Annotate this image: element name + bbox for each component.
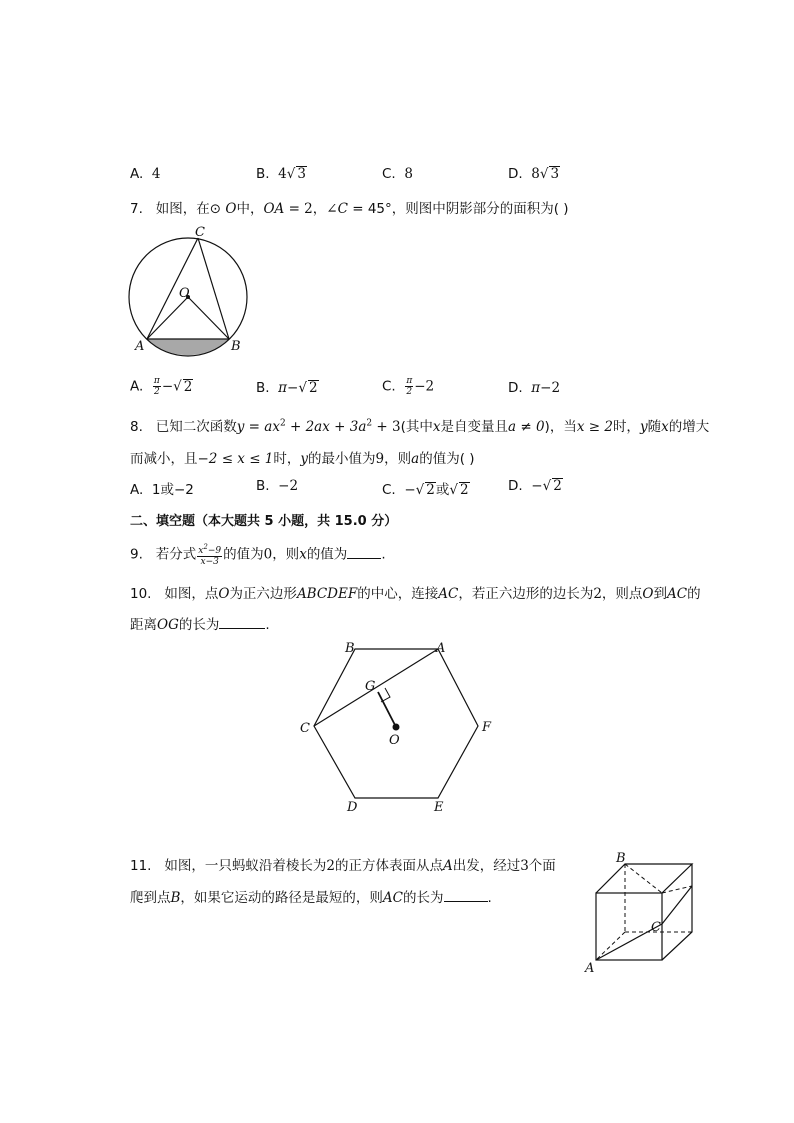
radical-sign: √ bbox=[173, 378, 182, 395]
label-o: O bbox=[389, 733, 400, 748]
radius-oa bbox=[147, 297, 188, 339]
q10-stem-line1: 10. 如图，点O为正六边形ABCDEF的中心，连接AC，若正六边形的边长为2，则点O到AC的 bbox=[130, 586, 701, 602]
label-a: A bbox=[135, 339, 145, 354]
q10-hexagon-figure bbox=[292, 634, 502, 818]
label-a: A bbox=[436, 641, 446, 656]
q8-option-d: D. −√ 2 bbox=[508, 478, 562, 494]
label-a: A bbox=[585, 961, 595, 976]
label-c: C bbox=[300, 721, 310, 736]
radical-sign: √ bbox=[539, 166, 549, 182]
q6-option-b: B. 4√ 3 bbox=[256, 166, 306, 182]
q6-option-c: C. 8 bbox=[382, 166, 413, 182]
chord-ca bbox=[147, 238, 198, 339]
label-b: B bbox=[616, 851, 626, 866]
shaded-segment bbox=[147, 339, 229, 355]
label-f: F bbox=[482, 720, 492, 735]
q6-option-a: A. 4 bbox=[130, 166, 161, 182]
q7-stem: 7. 如图，在⊙ O中，OA = 2，∠C = 45°，则图中阴影部分的面积为( ) bbox=[130, 201, 569, 217]
q10-stem-line2: 距离OG的长为 . bbox=[130, 617, 270, 633]
answer-blank[interactable] bbox=[347, 546, 381, 559]
answer-blank[interactable] bbox=[219, 616, 265, 629]
q7-circle-figure bbox=[125, 222, 255, 362]
radical-sign: √ bbox=[449, 482, 458, 498]
q8-option-b: B. −2 bbox=[256, 478, 299, 494]
label-g: G bbox=[365, 679, 376, 694]
radical-sign: √ bbox=[298, 380, 307, 396]
label-e: E bbox=[434, 800, 444, 815]
q7-option-a: A. $\frac{\pi}{2}$ −√ 2 bbox=[130, 376, 193, 397]
label-c: C bbox=[195, 225, 205, 240]
label-d: D bbox=[347, 800, 358, 815]
radical-sign: √ bbox=[415, 482, 425, 498]
label-o: O bbox=[179, 286, 190, 301]
segment-og bbox=[378, 692, 396, 727]
radical-sign: √ bbox=[286, 166, 296, 182]
radical-sign: √ bbox=[542, 478, 552, 494]
q7-option-c: C. $\frac{\pi}{2}$ −2 bbox=[382, 376, 435, 397]
q7-option-d: D. π−2 bbox=[508, 380, 561, 396]
section-title-fill-in: 二、填空题（本大题共 5 小题，共 15.0 分） bbox=[130, 514, 398, 529]
center-point-o bbox=[393, 724, 400, 731]
label-b: B bbox=[345, 641, 355, 656]
q8-option-a: A. 1或−2 bbox=[130, 482, 194, 498]
fraction: $\frac{x^2-9}{x-3}$ bbox=[198, 543, 222, 567]
label-b: B bbox=[231, 339, 241, 354]
q8-stem-line1: 8. 已知二次函数$y = ax^2 + 2ax + 3a^2 + 3$(其中x是自变量且a ≠ 0)，当x ≥ 2时，y随x的增大 bbox=[130, 418, 710, 435]
q11-stem-line1: 11. 如图，一只蚂蚁沿着棱长为2的正方体表面从点A出发，经过3个面 bbox=[130, 858, 556, 874]
segment-ac bbox=[314, 649, 438, 726]
q6-option-d: D. 8√ 3 bbox=[508, 166, 560, 182]
label-c: C bbox=[651, 920, 661, 935]
q8-option-c: C. −√ 2或√ 2 bbox=[382, 482, 469, 498]
path-c-on-right-face bbox=[662, 886, 692, 924]
q7-option-b: B. π−√ 2 bbox=[256, 380, 318, 396]
q11-cube-figure bbox=[582, 848, 702, 976]
path-b-to-top-edge bbox=[625, 864, 662, 893]
answer-blank[interactable] bbox=[444, 889, 488, 902]
q9-stem: 9. 若分式 $\frac{x^2-9}{x-3}$ 的值为0，则x的值为 . bbox=[130, 543, 386, 567]
q11-stem-line2: 爬到点B，如果它运动的路径是最短的，则AC的长为 . bbox=[130, 890, 492, 906]
q8-stem-line2: 而减小，且−2 ≤ x ≤ 1时，y的最小值为9，则a的值为( ) bbox=[130, 451, 475, 467]
